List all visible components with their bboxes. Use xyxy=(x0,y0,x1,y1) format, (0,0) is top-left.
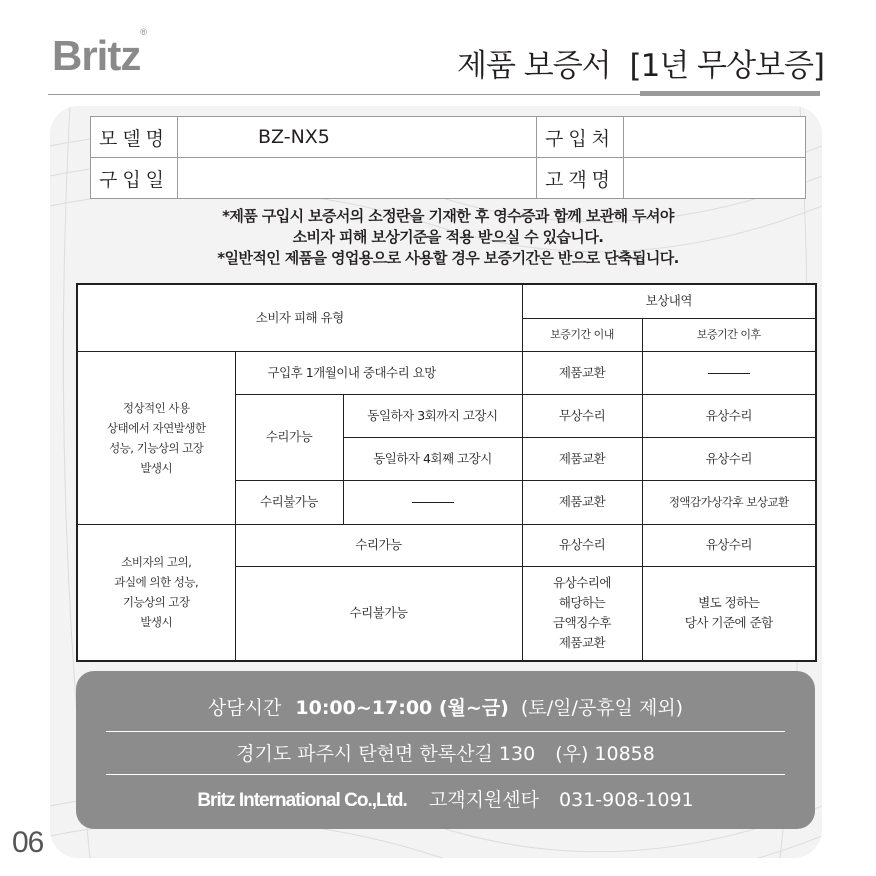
row5-after: 유상수리 xyxy=(642,524,816,566)
cell-line: 금액징수후 xyxy=(553,615,611,631)
model-value: BZ-NX5 xyxy=(178,117,537,158)
empty-dash xyxy=(412,502,454,503)
normal-use-case xyxy=(77,351,235,524)
row4-within: 제품교환 xyxy=(522,480,642,524)
model-label: 모델명 xyxy=(91,117,178,158)
row5-within: 유상수리 xyxy=(522,524,642,566)
product-info-table xyxy=(90,116,806,199)
consultation-hours xyxy=(106,693,785,720)
cell-line: 당사 기준에 준함 xyxy=(684,615,773,631)
case-line: 소비자의 고의, xyxy=(121,555,192,570)
row1-description: 구입후 1개월이내 중대수리 요망 xyxy=(235,351,522,394)
notice-line-3: *일반적인 제품을 영업용으로 사용할 경우 보증기간은 반으로 단축됩니다. xyxy=(217,249,679,267)
row4-description xyxy=(343,480,522,524)
purchase-date-label: 구입일 xyxy=(91,158,178,199)
cell-line: 별도 정하는 xyxy=(698,595,760,611)
hours-note: (토/일/공휴일 제외) xyxy=(520,697,684,719)
compensation-table xyxy=(76,283,817,662)
row1-after xyxy=(642,351,816,394)
damage-type-header: 소비자 피해 유형 xyxy=(77,284,522,351)
row6-within xyxy=(522,566,642,661)
row4-after: 정액감가상각후 보상교환 xyxy=(642,480,816,524)
hours-value: 10:00~17:00 (월~금) xyxy=(295,697,509,719)
title-text: 제품 보증서 xyxy=(457,48,611,84)
row3-after: 유상수리 xyxy=(642,437,816,480)
address xyxy=(106,739,785,766)
row3-within: 제품교환 xyxy=(522,437,642,480)
within-period-header: 보증기간 이내 xyxy=(522,318,642,351)
page-number: 06 xyxy=(12,826,44,859)
row3-description: 동일하자 4회째 고장시 xyxy=(343,437,522,480)
purchase-date-value[interactable] xyxy=(178,158,537,199)
row2-description: 동일하자 3회까지 고장시 xyxy=(343,394,522,437)
header-row-1 xyxy=(77,284,816,318)
postcode: (우) 10858 xyxy=(555,743,655,765)
case-line: 기능상의 고장 xyxy=(122,595,190,610)
row6-label: 수리불가능 xyxy=(235,566,522,661)
company-contact xyxy=(106,785,785,812)
divider xyxy=(106,774,785,775)
table-row xyxy=(77,351,816,394)
info-row-model xyxy=(91,117,806,158)
customer-value[interactable] xyxy=(624,158,806,199)
notice-line-2: 소비자 피해 보상기준을 적용 받으실 수 있습니다. xyxy=(292,228,604,246)
after-period-header: 보증기간 이후 xyxy=(642,318,816,351)
compensation-header: 보상내역 xyxy=(522,284,816,318)
store-label: 구입처 xyxy=(537,117,624,158)
logo-text: Britz xyxy=(52,32,141,79)
row1-within: 제품교환 xyxy=(522,351,642,394)
document-title xyxy=(457,40,824,85)
store-value[interactable] xyxy=(624,117,806,158)
case-line: 발생시 xyxy=(140,615,173,630)
cell-line: 해당하는 xyxy=(558,595,606,611)
case-line: 정상적인 사용 xyxy=(122,400,190,415)
row2-within: 무상수리 xyxy=(522,394,642,437)
title-accent-bar xyxy=(640,91,820,96)
consumer-fault-case xyxy=(77,524,235,661)
warranty-period: [1년 무상보증] xyxy=(629,48,824,84)
row5-label: 수리가능 xyxy=(235,524,522,566)
table-row xyxy=(77,524,816,566)
case-line: 성능, 기능상의 고장 xyxy=(109,440,204,455)
support-phone: 031-908-1091 xyxy=(559,789,694,811)
warranty-notice xyxy=(90,206,806,269)
customer-label: 고객명 xyxy=(537,158,624,199)
customer-service-box xyxy=(76,671,815,829)
info-row-date xyxy=(91,158,806,199)
divider xyxy=(106,731,785,732)
hours-label: 상담시간 xyxy=(207,697,282,719)
case-line: 과실에 의한 성능, xyxy=(114,575,199,590)
row2-after: 유상수리 xyxy=(642,394,816,437)
unrepairable-label: 수리불가능 xyxy=(235,480,343,524)
row6-after xyxy=(642,566,816,661)
support-center-label: 고객지원센타 xyxy=(428,789,539,811)
empty-dash xyxy=(708,373,750,374)
cell-line: 제품교환 xyxy=(558,635,606,651)
registered-mark: ® xyxy=(140,27,146,37)
britz-logo xyxy=(52,27,146,80)
notice-line-1: *제품 구입시 보증서의 소정란을 기재한 후 영수증과 함께 보관해 두셔야 xyxy=(222,207,674,225)
repairable-label: 수리가능 xyxy=(235,394,343,480)
company-name: Britz International Co.,Ltd. xyxy=(197,790,407,811)
address-text: 경기도 파주시 탄현면 한록산길 130 xyxy=(236,743,536,765)
case-line: 발생시 xyxy=(140,460,173,475)
cell-line: 유상수리에 xyxy=(553,575,611,591)
case-line: 상태에서 자연발생한 xyxy=(106,420,206,435)
